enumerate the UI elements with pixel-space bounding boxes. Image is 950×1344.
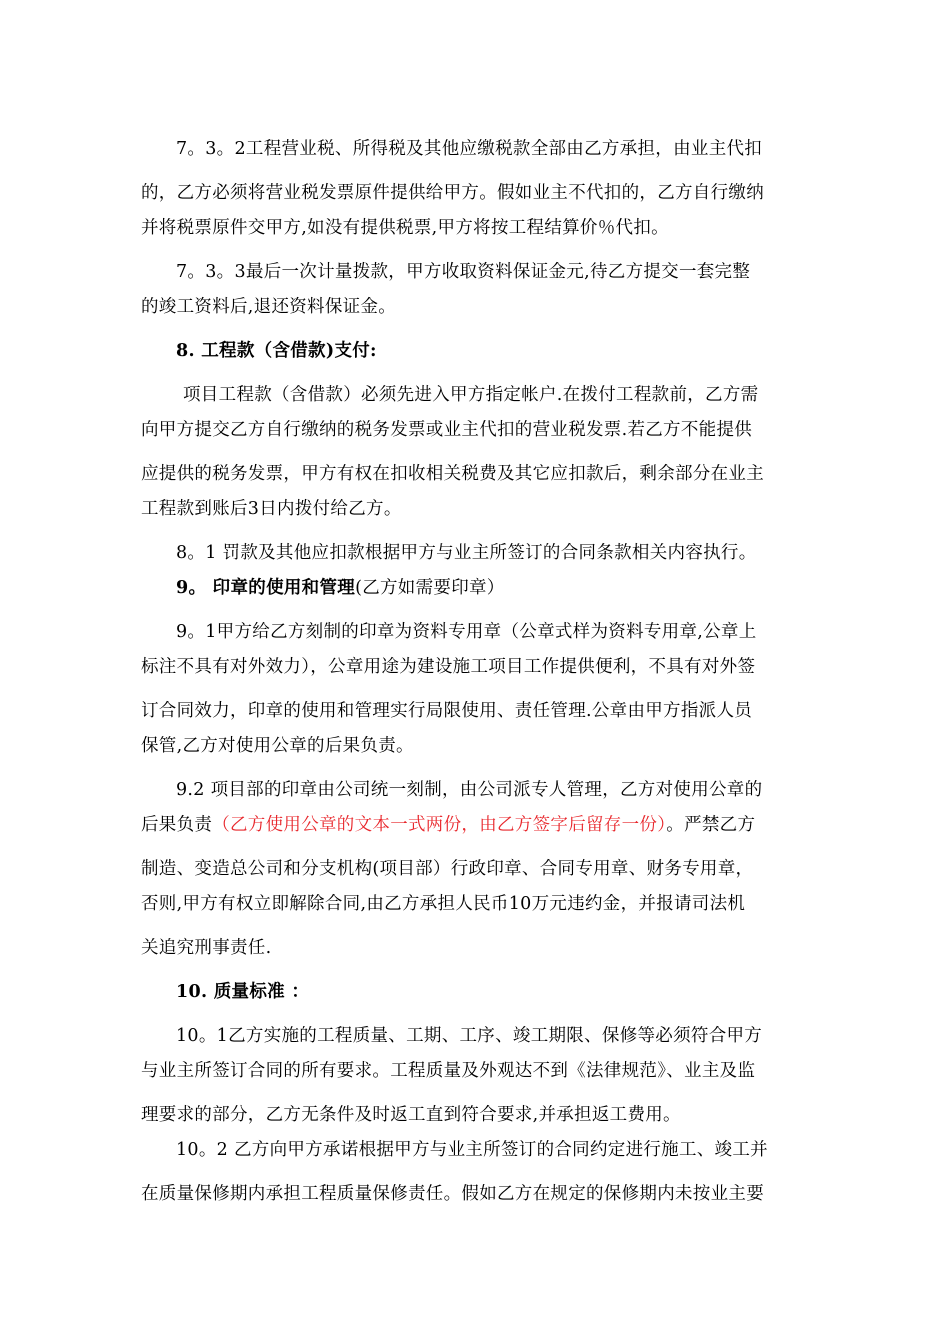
section-10-heading: 10. 质量标准 ： [176, 982, 310, 1002]
clause-9-1-line-3: 订合同效力，印章的使用和管理实行局限使用、责任管理.公章由甲方指派人员 [141, 701, 753, 721]
clause-7-3-2-line-1: 7。3。2工程营业税、所得税及其他应缴税款全部由乙方承担，由业主代扣 [176, 139, 763, 159]
clause-10-1-line-2: 与业主所签订合同的所有要求。工程质量及外观达不到《法律规范》、业主及监 [141, 1061, 756, 1081]
section-9-heading-note: (乙方如需要印章） [355, 578, 505, 598]
section-8-line-1: 项目工程款（含借款）必须先进入甲方指定帐户.在拨付工程款前，乙方需 [183, 385, 759, 405]
clause-9-2-line-2-end: 。严禁乙方 [666, 815, 756, 835]
clause-9-2-line-5: 关追究刑事责任. [141, 938, 272, 958]
clause-7-3-2-line-3: 并将税票原件交甲方,如没有提供税票,甲方将按工程结算价％代扣。 [141, 218, 669, 238]
clause-10-2-line-2: 在质量保修期内承担工程质量保修责任。假如乙方在规定的保修期内未按业主要 [141, 1184, 764, 1204]
clause-9-2-line-3: 制造、变造总公司和分支机构(项目部）行政印章、合同专用章、财务专用章， [141, 859, 754, 879]
clause-7-3-2-line-2: 的，乙方必须将营业税发票原件提供给甲方。假如业主不代扣的，乙方自行缴纳 [141, 183, 764, 203]
clause-10-1-line-3: 理要求的部分，乙方无条件及时返工直到符合要求,并承担返工费用。 [141, 1105, 681, 1125]
clause-9-2-line-2-start: 后果负责 [141, 815, 213, 835]
section-8-heading: 8. 工程款（含借款)支付: [176, 341, 377, 361]
clause-7-3-3-line-1: 7。3。3最后一次计量拨款，甲方收取资料保证金元,待乙方提交一套完整 [176, 262, 751, 282]
clause-9-2-line-4: 否则,甲方有权立即解除合同,由乙方承担人民币10万元违约金，并报请司法机 [141, 894, 746, 914]
clause-9-1-line-1: 9。1甲方给乙方刻制的印章为资料专用章（公章式样为资料专用章,公章上 [176, 622, 757, 642]
section-8-line-4: 工程款到账后3日内拨付给乙方。 [141, 499, 402, 519]
section-8-line-2: 向甲方提交乙方自行缴纳的税务发票或业主代扣的营业税发票.若乙方不能提供 [141, 420, 753, 440]
clause-10-1-line-1: 10。1乙方实施的工程质量、工期、工序、竣工期限、保修等必须符合甲方 [176, 1026, 763, 1046]
clause-10-2-line-1: 10。2 乙方向甲方承诺根据甲方与业主所签订的合同约定进行施工、竣工并 [176, 1140, 768, 1160]
section-8-line-3: 应提供的税务发票，甲方有权在扣收相关税费及其它应扣款后，剩余部分在业主 [141, 464, 764, 484]
clause-9-1-line-2: 标注不具有对外效力），公章用途为建设施工项目工作提供便利，不具有对外签 [141, 657, 756, 677]
clause-9-2-line-1: 9.2 项目部的印章由公司统一刻制，由公司派专人管理，乙方对使用公章的 [176, 780, 763, 800]
clause-8-1: 8。1 罚款及其他应扣款根据甲方与业主所签订的合同条款相关内容执行。 [176, 543, 757, 563]
clause-9-2-red-note: （乙方使用公章的文本一式两份，由乙方签字后留存一份） [212, 815, 667, 835]
clause-9-1-line-4: 保管,乙方对使用公章的后果负责。 [141, 736, 414, 756]
clause-9-2-line-2 [141, 813, 821, 837]
section-9-heading [176, 576, 821, 600]
section-9-heading-title: 9。 印章的使用和管理 [176, 578, 356, 598]
clause-7-3-3-line-2: 的竣工资料后,退还资料保证金。 [141, 297, 397, 317]
